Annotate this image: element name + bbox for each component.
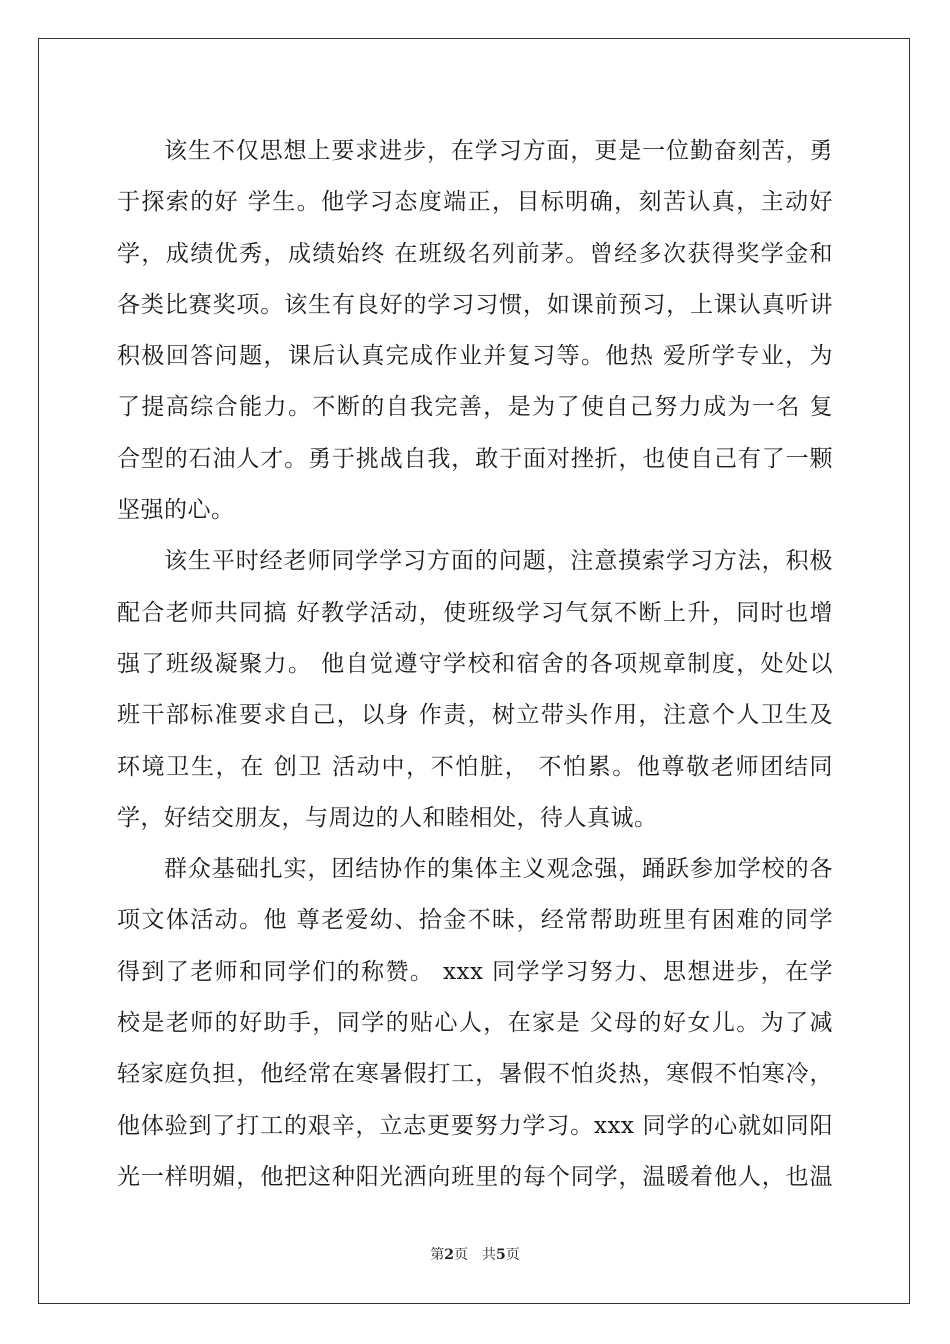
text-line: 学，好结交朋友，与周边的人和睦相处，待人真诚。 bbox=[117, 804, 658, 831]
text-line: 环境卫生，在 创卫 活动中，不怕脏， 不怕累。他尊敬老师团结同 bbox=[117, 753, 833, 780]
text-line: 校是老师的好助手，同学的贴心人，在家是 父母的好女儿。为了减 bbox=[117, 1010, 833, 1037]
text-line: 该生平时经老师同学学习方面的问题，注意摸索学习方法，积极 bbox=[164, 548, 833, 575]
page-number: 2 bbox=[444, 1247, 454, 1263]
total-prefix: 共 bbox=[482, 1247, 496, 1263]
text-line: 他体验到了打工的艰辛，立志更要努力学习。xxx 同学的心就如同阳 bbox=[117, 1112, 833, 1139]
text-line: 班干部标准要求自己，以身 作责，树立带头作用，注意个人卫生及 bbox=[117, 702, 833, 729]
page-suffix: 页 bbox=[454, 1247, 468, 1263]
text-line: 坚强的心。 bbox=[117, 497, 235, 524]
text-line: 配合老师共同搞 好教学活动，使班级学习气氛不断上升，同时也增 bbox=[117, 599, 833, 626]
text-line: 光一样明媚，他把这种阳光洒向班里的每个同学，温暖着他人，也温 bbox=[117, 1163, 833, 1190]
text-line: 轻家庭负担，他经常在寒暑假打工，暑假不怕炎热，寒假不怕寒冷， bbox=[117, 1061, 833, 1088]
text-line: 合型的石油人才。勇于挑战自我，敢于面对挫折，也使自己有了一颗 bbox=[117, 445, 833, 472]
text-line: 得到了老师和同学们的称赞。 xxx 同学学习努力、思想进步，在学 bbox=[117, 958, 833, 985]
text-line: 于探索的好 学生。他学习态度端正，目标明确，刻苦认真，主动好 bbox=[117, 189, 833, 216]
text-line: 各类比赛奖项。该生有良好的学习习惯，如课前预习，上课认真听讲 bbox=[117, 291, 833, 318]
text-line: 了提高综合能力。不断的自我完善，是为了使自己努力成为一名 复 bbox=[117, 394, 833, 421]
page-total: 5 bbox=[496, 1247, 506, 1263]
text-line: 项文体活动。他 尊老爱幼、拾金不昧，经常帮助班里有困难的同学 bbox=[117, 907, 833, 934]
text-line: 学，成绩优秀，成绩始终 在班级名列前茅。曾经多次获得奖学金和 bbox=[117, 240, 833, 267]
text-line: 群众基础扎实，团结协作的集体主义观念强，踊跃参加学校的各 bbox=[164, 856, 833, 883]
total-suffix: 页 bbox=[505, 1247, 520, 1263]
page-prefix: 第 bbox=[430, 1247, 445, 1263]
text-line: 强了班级凝聚力。 他自觉遵守学校和宿舍的各项规章制度，处处以 bbox=[117, 650, 833, 677]
document-body bbox=[117, 126, 833, 1203]
text-line: 该生不仅思想上要求进步，在学习方面，更是一位勤奋刻苦，勇 bbox=[164, 138, 833, 164]
text-line: 积极回答问题，课后认真完成作业并复习等。他热 爱所学专业，为 bbox=[117, 343, 833, 370]
page-footer bbox=[0, 1244, 950, 1264]
